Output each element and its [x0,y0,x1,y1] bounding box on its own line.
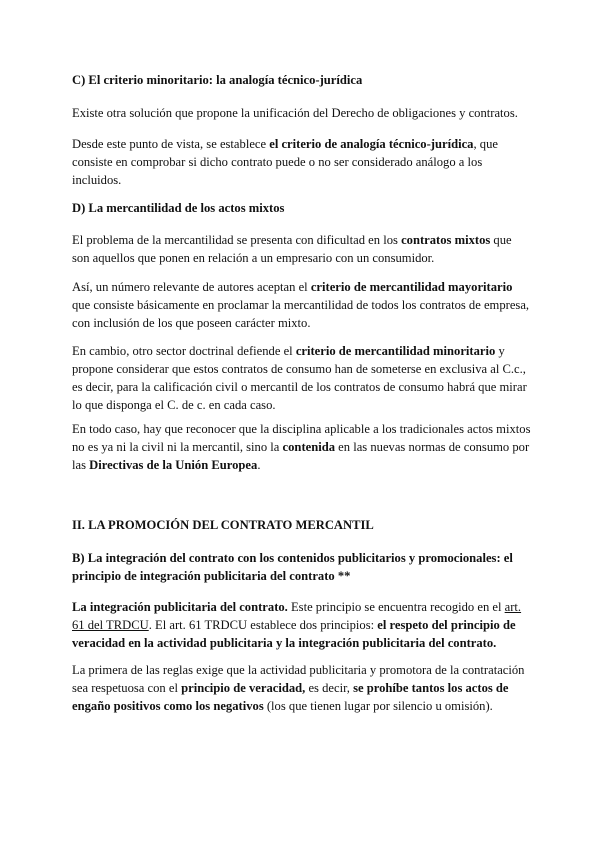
section-ii-paragraph-2: La primera de las reglas exige que la actividad publicitaria y promotora de la contratación sea respetuosa con el principio de veracidad, es decir, se prohíbe tantos los actos de engaño positivos como los negativos (los que tienen lugar por silencio u omisión). [72,663,525,713]
bold-term: contratos mixtos [401,233,491,247]
bold-term: Directivas de la Unión Europea [89,458,258,472]
bold-term: contenida [282,440,336,454]
bold-term: criterio de mercantilidad minoritario [295,344,496,358]
section-d-paragraph-2: Así, un número relevante de autores aceptan el criterio de mercantilidad mayoritario que consiste básicamente en proclamar la mercantilidad de todos los contratos de empresa, con inclusión de los que poseen carácter mixto. [72,280,530,330]
section-ii-heading: II. LA PROMOCIÓN DEL CONTRATO MERCANTIL [72,518,374,532]
bold-term: se prohíbe tantos los actos de engaño positivos como los negativos [72,681,509,713]
section-d-paragraph-3: En cambio, otro sector doctrinal defiende el criterio de mercantilidad minoritario y propone considerar que estos contratos de consumo han de someterse en exclusiva al C.c., es decir, para la calificación civil o mercantil de los contratos de consumo habrá que mirar lo que disponga el C. de c. en cada caso. [72,344,527,412]
section-c-paragraph-1: Existe otra solución que propone la unificación del Derecho de obligaciones y contratos. [72,106,518,120]
bold-term: el criterio de analogía técnico-jurídica [269,137,474,151]
bold-term: criterio de mercantilidad mayoritario [310,280,513,294]
bold-term: principio de veracidad, [181,681,306,695]
section-d-heading: D) La mercantilidad de los actos mixtos [72,201,285,215]
article-link[interactable]: art. 61 del TRDCU [72,600,522,632]
bold-term: el respeto del principio de veracidad en la actividad publicitaria y la integración publicitaria del contrato. [72,618,516,650]
section-ii-subheading: B) La integración del contrato con los contenidos publicitarios y promocionales: el principio de integración publicitaria del contrato ** [72,551,513,583]
section-d-paragraph-1: El problema de la mercantilidad se presenta con dificultad en los contratos mixtos que son aquellos que ponen en relación a un empresario con un consumidor. [72,233,512,265]
section-d-paragraph-4: En todo caso, hay que reconocer que la disciplina aplicable a los tradicionales actos mixtos no es ya ni la civil ni la mercantil, sino la contenida en las nuevas normas de consumo por las Directivas de la Unión Europea. [72,422,531,472]
section-c-heading: C) El criterio minoritario: la analogía técnico-jurídica [72,73,363,87]
section-c-paragraph-2: Desde este punto de vista, se establece el criterio de analogía técnico-jurídica, que consiste en comprobar si dicho contrato puede o no ser considerado análogo a los incluidos. [72,137,498,187]
bold-term: La integración publicitaria del contrato. [72,600,288,614]
section-ii-paragraph-1: La integración publicitaria del contrato. Este principio se encuentra recogido en el art. 61 del TRDCU. El art. 61 TRDCU establece dos principios: el respeto del principio de veracidad en la actividad publicitaria y la integración publicitaria del contrato. [72,600,522,650]
